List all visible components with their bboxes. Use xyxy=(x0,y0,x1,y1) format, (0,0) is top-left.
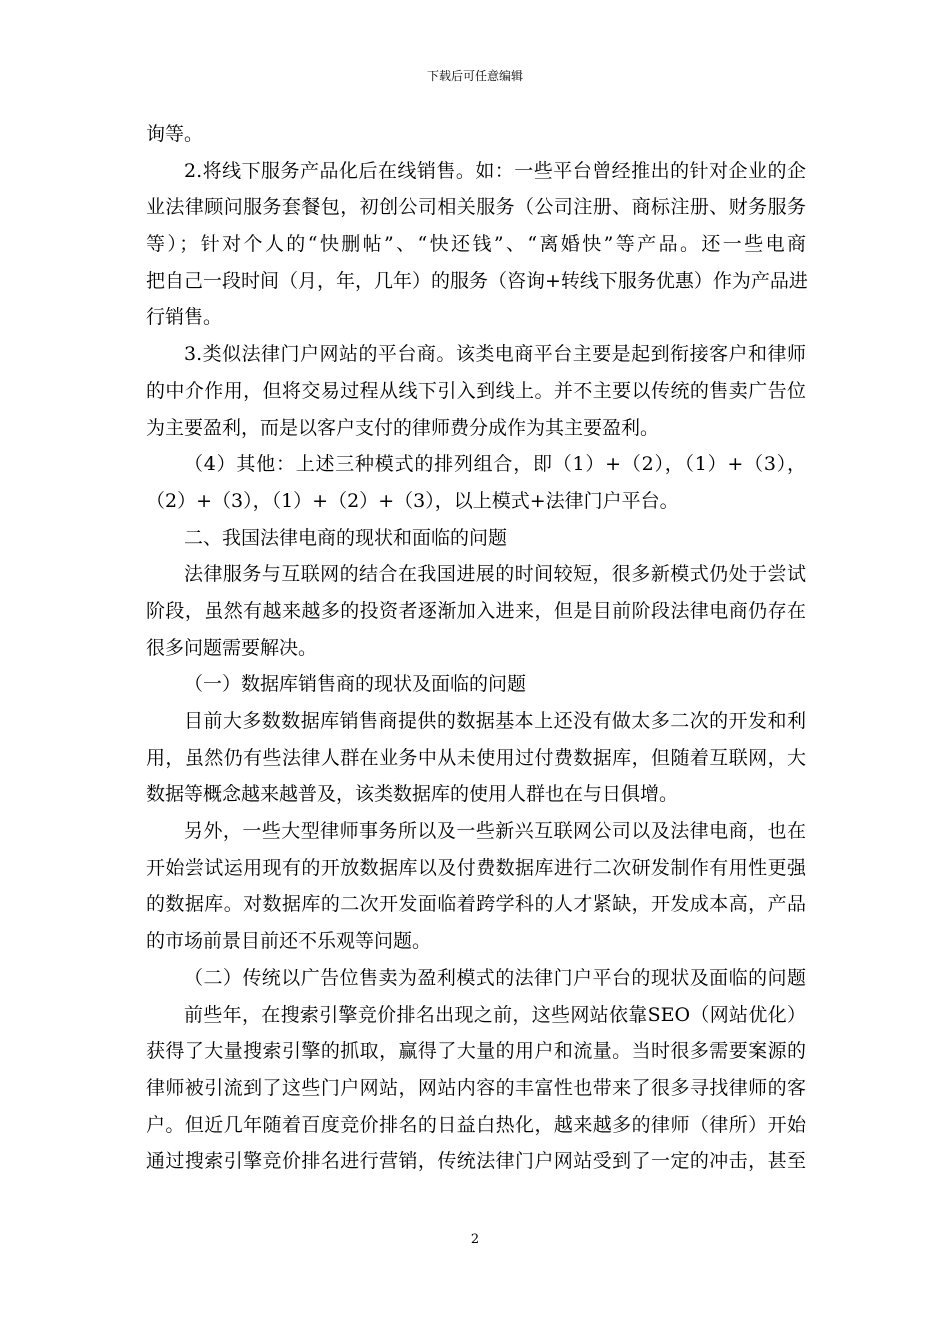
text-line: 目前大多数数据库销售商提供的数据基本上还没有做太多二次的开发和利 xyxy=(184,710,806,732)
text-line: 户。但近几年随着百度竞价排名的日益白热化，越来越多的律师（律所）开始 xyxy=(146,1113,806,1136)
text-line: 另外，一些大型律师事务所以及一些新兴互联网公司以及法律电商，也在 xyxy=(184,820,806,843)
text-line: 为主要盈利，而是以客户支付的律师费分成作为其主要盈利。 xyxy=(146,416,660,439)
text-line: 获得了大量搜索引擎的抓取，赢得了大量的用户和流量。当时很多需要案源的 xyxy=(146,1040,806,1063)
text-line: 用，虽然仍有些法律人群在业务中从未使用过付费数据库，但随着互联网，大 xyxy=(146,746,806,769)
text-line: 开始尝试运用现有的开放数据库以及付费数据库进行二次研发制作有用性更强 xyxy=(146,856,806,879)
body-text xyxy=(146,116,806,1180)
text-line: 很多问题需要解决。 xyxy=(146,636,318,659)
text-line: （4）其他：上述三种模式的排列组合，即（1）+（2），（1）+（3）， xyxy=(184,453,806,476)
text-line: 阶段，虽然有越来越多的投资者逐渐加入进来，但是目前阶段法律电商仍存在 xyxy=(146,599,806,622)
text-line: 的中介作用，但将交易过程从线下引入到线上。并不主要以传统的售卖广告位 xyxy=(146,379,806,402)
text-line: 的数据库。对数据库的二次开发面临着跨学科的人才紧缺，开发成本高，产品 xyxy=(146,893,806,916)
subsection-heading: （二）传统以广告位售卖为盈利模式的法律门户平台的现状及面临的问题 xyxy=(184,966,806,989)
text-line: 行销售。 xyxy=(146,306,223,329)
text-line: 数据等概念越来越普及，该类数据库的使用人群也在与日俱增。 xyxy=(146,783,679,806)
text-line: 等）；针对个人的“快删帖”、“快还钱”、“离婚快”等产品。还一些电商 xyxy=(146,233,806,256)
text-line: 询等。 xyxy=(146,123,204,145)
section-heading: 二、我国法律电商的现状和面临的问题 xyxy=(184,526,508,549)
text-line: 通过搜索引擎竞价排名进行营销，传统法律门户网站受到了一定的冲击，甚至 xyxy=(146,1150,806,1173)
text-line: 前些年，在搜索引擎竞价排名出现之前，这些网站依靠SEO（网站优化） xyxy=(184,1003,806,1026)
page-number: 2 xyxy=(470,1232,480,1247)
text-line: 的市场前景目前还不乐观等问题。 xyxy=(146,930,432,953)
text-line: 把自己一段时间（月，年，几年）的服务（咨询+转线下服务优惠）作为产品进 xyxy=(146,269,808,292)
subsection-heading: （一）数据库销售商的现状及面临的问题 xyxy=(184,673,527,696)
text-line: （2）+（3），（1）+（2）+（3），以上模式+法律门户平台。 xyxy=(146,489,679,512)
text-line: 2.将线下服务产品化后在线销售。如：一些平台曾经推出的针对企业的企 xyxy=(184,159,806,182)
text-line: 律师被引流到了这些门户网站，网站内容的丰富性也带来了很多寻找律师的客 xyxy=(146,1076,806,1099)
text-line: 业法律顾问服务套餐包，初创公司相关服务（公司注册、商标注册、财务服务 xyxy=(146,196,806,219)
text-line: 法律服务与互联网的结合在我国进展的时间较短，很多新模式仍处于尝试 xyxy=(184,563,806,586)
text-line: 3.类似法律门户网站的平台商。该类电商平台主要是起到衔接客户和律师 xyxy=(184,343,806,366)
page-header: 下载后可任意编辑 xyxy=(426,69,523,83)
